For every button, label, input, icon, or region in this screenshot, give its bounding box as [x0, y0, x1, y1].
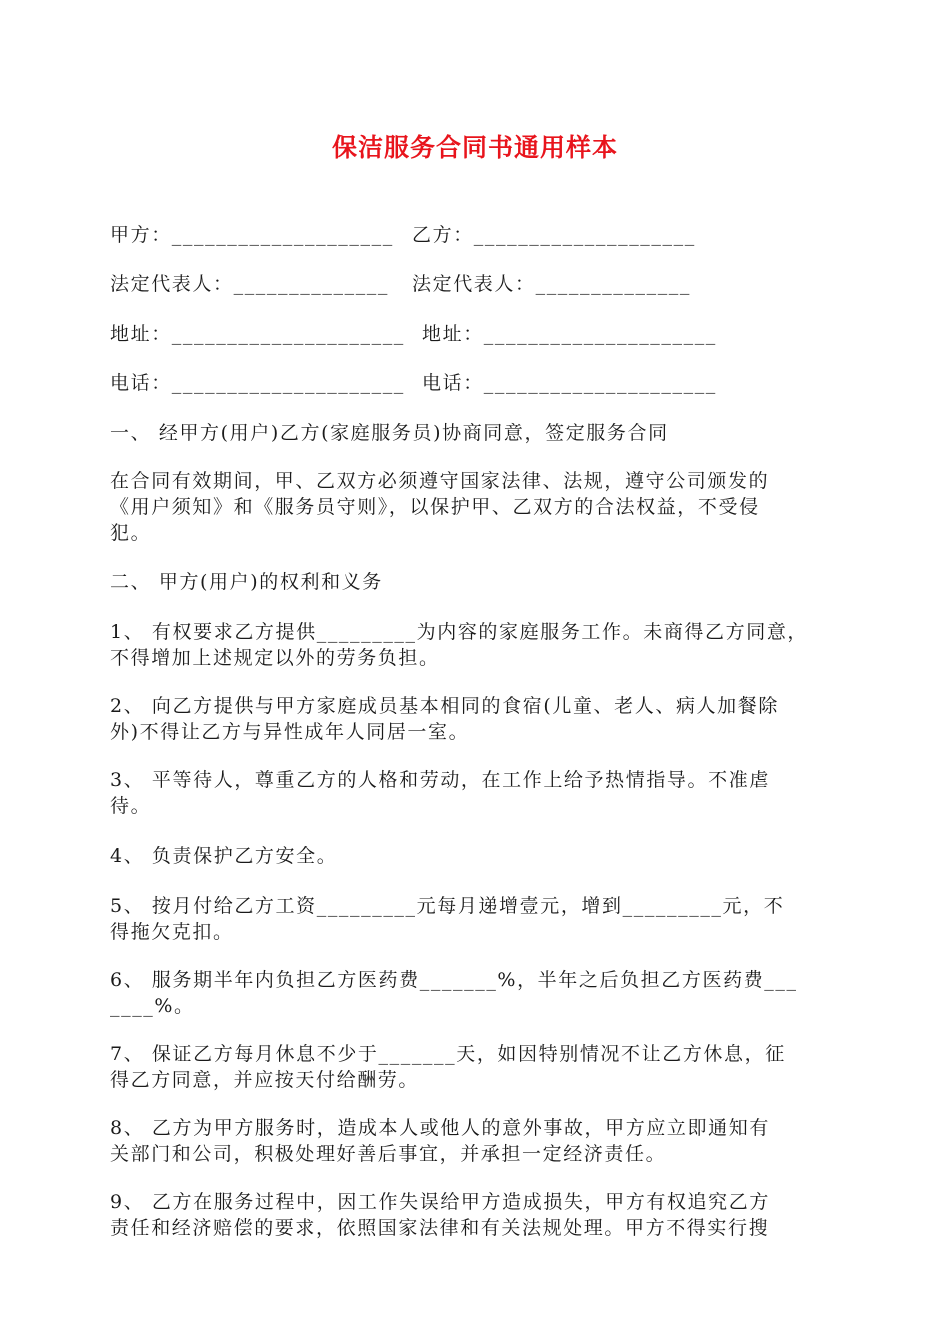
clause-5-line-2: 得拖欠克扣。	[110, 921, 234, 943]
clause-3-line-1: 3、 平等待人，尊重乙方的人格和劳动，在工作上给予热情指导。不准虐	[110, 769, 770, 791]
clause-1-line-1: 1、 有权要求乙方提供_________为内容的家庭服务工作。未商得乙方同意，	[110, 621, 809, 643]
clause-1-line-2: 不得增加上述规定以外的劳务负担。	[110, 647, 440, 669]
clause-7-line-1: 7、 保证乙方每月休息不少于_______天，如因特别情况不让乙方休息，征	[110, 1043, 786, 1065]
party-a-address-field: 地址：_____________________	[110, 323, 405, 345]
party-a-field: 甲方：____________________	[110, 224, 394, 246]
clause-6-line-1: 6、 服务期半年内负担乙方医药费_______%，半年之后负担乙方医药费___	[110, 969, 798, 991]
clause-9-line-2: 责任和经济赔偿的要求，依照国家法律和有关法规处理。甲方不得实行搜	[110, 1217, 770, 1239]
clause-5-line-1: 5、 按月付给乙方工资_________元每月递增壹元，增到_________元，不	[110, 895, 785, 917]
document-title: 保洁服务合同书通用样本	[331, 133, 618, 162]
clause-8-line-2: 关部门和公司，积极处理好善后事宜，并承担一定经济责任。	[110, 1143, 667, 1165]
party-a-phone-field: 电话：_____________________	[110, 372, 405, 394]
clause-2-line-2: 外)不得让乙方与异性成年人同居一室。	[110, 721, 470, 743]
clause-8-line-1: 8、 乙方为甲方服务时，造成本人或他人的意外事故，甲方应立即通知有	[110, 1117, 770, 1139]
clause-2-line-1: 2、 向乙方提供与甲方家庭成员基本相同的食宿(儿童、老人、病人加餐除	[110, 695, 779, 717]
section-1-body-line: 犯。	[110, 522, 152, 544]
clause-7-line-2: 得乙方同意，并应按天付给酬劳。	[110, 1069, 420, 1091]
section-1-body-line: 《用户须知》和《服务员守则》，以保护甲、乙双方的合法权益，不受侵	[110, 496, 760, 518]
clause-3-line-2: 待。	[110, 795, 152, 817]
party-b-legal-rep-field: 法定代表人：______________	[412, 273, 692, 295]
section-1-body-line: 在合同有效期间，甲、乙双方必须遵守国家法律、法规，遵守公司颁发的	[110, 470, 770, 492]
party-b-phone-field: 电话：_____________________	[422, 372, 717, 394]
clause-6-line-2: ____%。	[110, 995, 195, 1017]
party-a-legal-rep-field: 法定代表人：______________	[110, 273, 390, 295]
section-2-heading: 二、 甲方(用户)的权利和义务	[110, 571, 383, 593]
party-b-field: 乙方：____________________	[412, 224, 696, 246]
section-1-heading: 一、 经甲方(用户)乙方(家庭服务员)协商同意，签定服务合同	[110, 422, 669, 444]
clause-9-line-1: 9、 乙方在服务过程中，因工作失误给甲方造成损失，甲方有权追究乙方	[110, 1191, 770, 1213]
clause-4-line-1: 4、 负责保护乙方安全。	[110, 845, 338, 867]
party-b-address-field: 地址：_____________________	[422, 323, 717, 345]
